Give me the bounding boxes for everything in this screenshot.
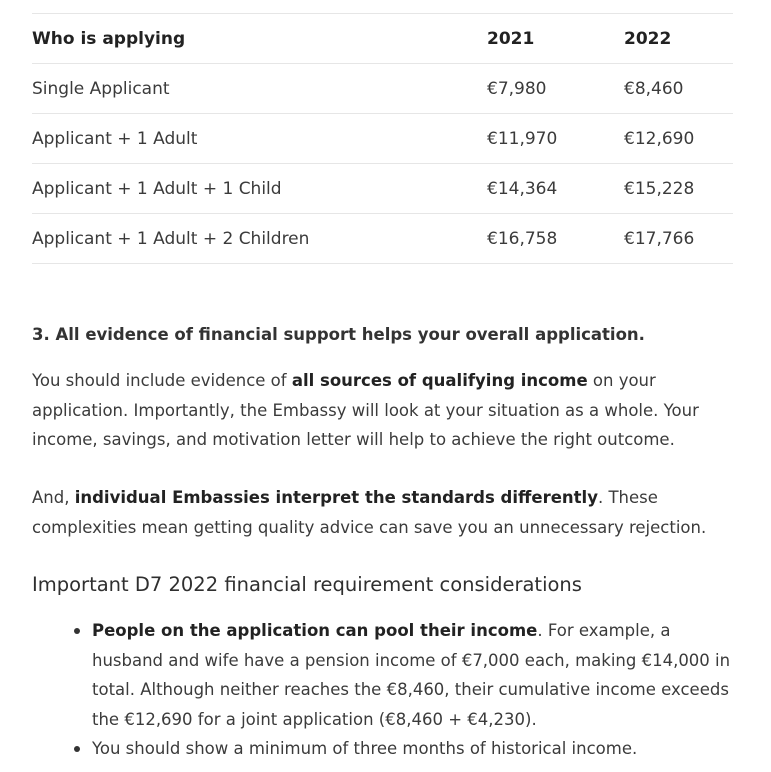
cell-who: Single Applicant xyxy=(32,64,487,114)
cell-2021: €14,364 xyxy=(487,164,624,214)
cell-2021: €7,980 xyxy=(487,64,624,114)
paragraph-emphasis: individual Embassies interpret the standards differently xyxy=(74,488,598,507)
income-requirements-table xyxy=(32,13,733,264)
table-row xyxy=(32,164,733,214)
paragraph-text: on your application. Importantly, the Embassy will look at your situation as a whole. Your income, savings, and motivation letter will help to achieve the right outcome. xyxy=(32,371,699,449)
cell-who: Applicant + 1 Adult + 1 Child xyxy=(32,164,487,214)
table-row xyxy=(32,64,733,114)
list-item xyxy=(92,734,737,764)
section-3-heading: 3. All evidence of financial support helps your overall application. xyxy=(32,325,645,344)
column-header-2021: 2021 xyxy=(487,14,624,64)
cell-2022: €8,460 xyxy=(624,64,733,114)
list-item-text: . For example, a husband and wife have a pension income of €7,000 each, making €14,000 in total. Although neither reaches the €8,460, their cumulative income exceeds the €12,690 for a joint application (€8,460 + €4,230). xyxy=(92,621,731,729)
cell-2022: €17,766 xyxy=(624,214,733,264)
cell-2022: €12,690 xyxy=(624,114,733,164)
cell-who: Applicant + 1 Adult + 2 Children xyxy=(32,214,487,264)
paragraph-text: And, xyxy=(32,488,75,507)
cell-2021: €11,970 xyxy=(487,114,624,164)
considerations-list xyxy=(92,616,737,764)
table-header-row xyxy=(32,14,733,64)
paragraph-text: . These complexities mean getting quality advice can save you an unnecessary rejection. xyxy=(32,488,707,537)
table-row xyxy=(32,114,733,164)
considerations-heading: Important D7 2022 financial requirement considerations xyxy=(32,573,582,596)
qualifying-income-paragraph xyxy=(32,366,737,455)
list-item-text: You should show a minimum of three months of historical income. xyxy=(92,739,638,758)
table-row xyxy=(32,214,733,264)
cell-who: Applicant + 1 Adult xyxy=(32,114,487,164)
list-item xyxy=(92,616,737,734)
paragraph-emphasis: all sources of qualifying income xyxy=(291,371,588,390)
column-header-2022: 2022 xyxy=(624,14,733,64)
cell-2021: €16,758 xyxy=(487,214,624,264)
bullet-icon xyxy=(74,628,80,634)
list-item-emphasis: People on the application can pool their income xyxy=(92,621,538,640)
embassy-interpretation-paragraph xyxy=(32,483,737,542)
column-header-who: Who is applying xyxy=(32,14,487,64)
cell-2022: €15,228 xyxy=(624,164,733,214)
bullet-icon xyxy=(74,746,80,752)
paragraph-text: You should include evidence of xyxy=(32,371,292,390)
